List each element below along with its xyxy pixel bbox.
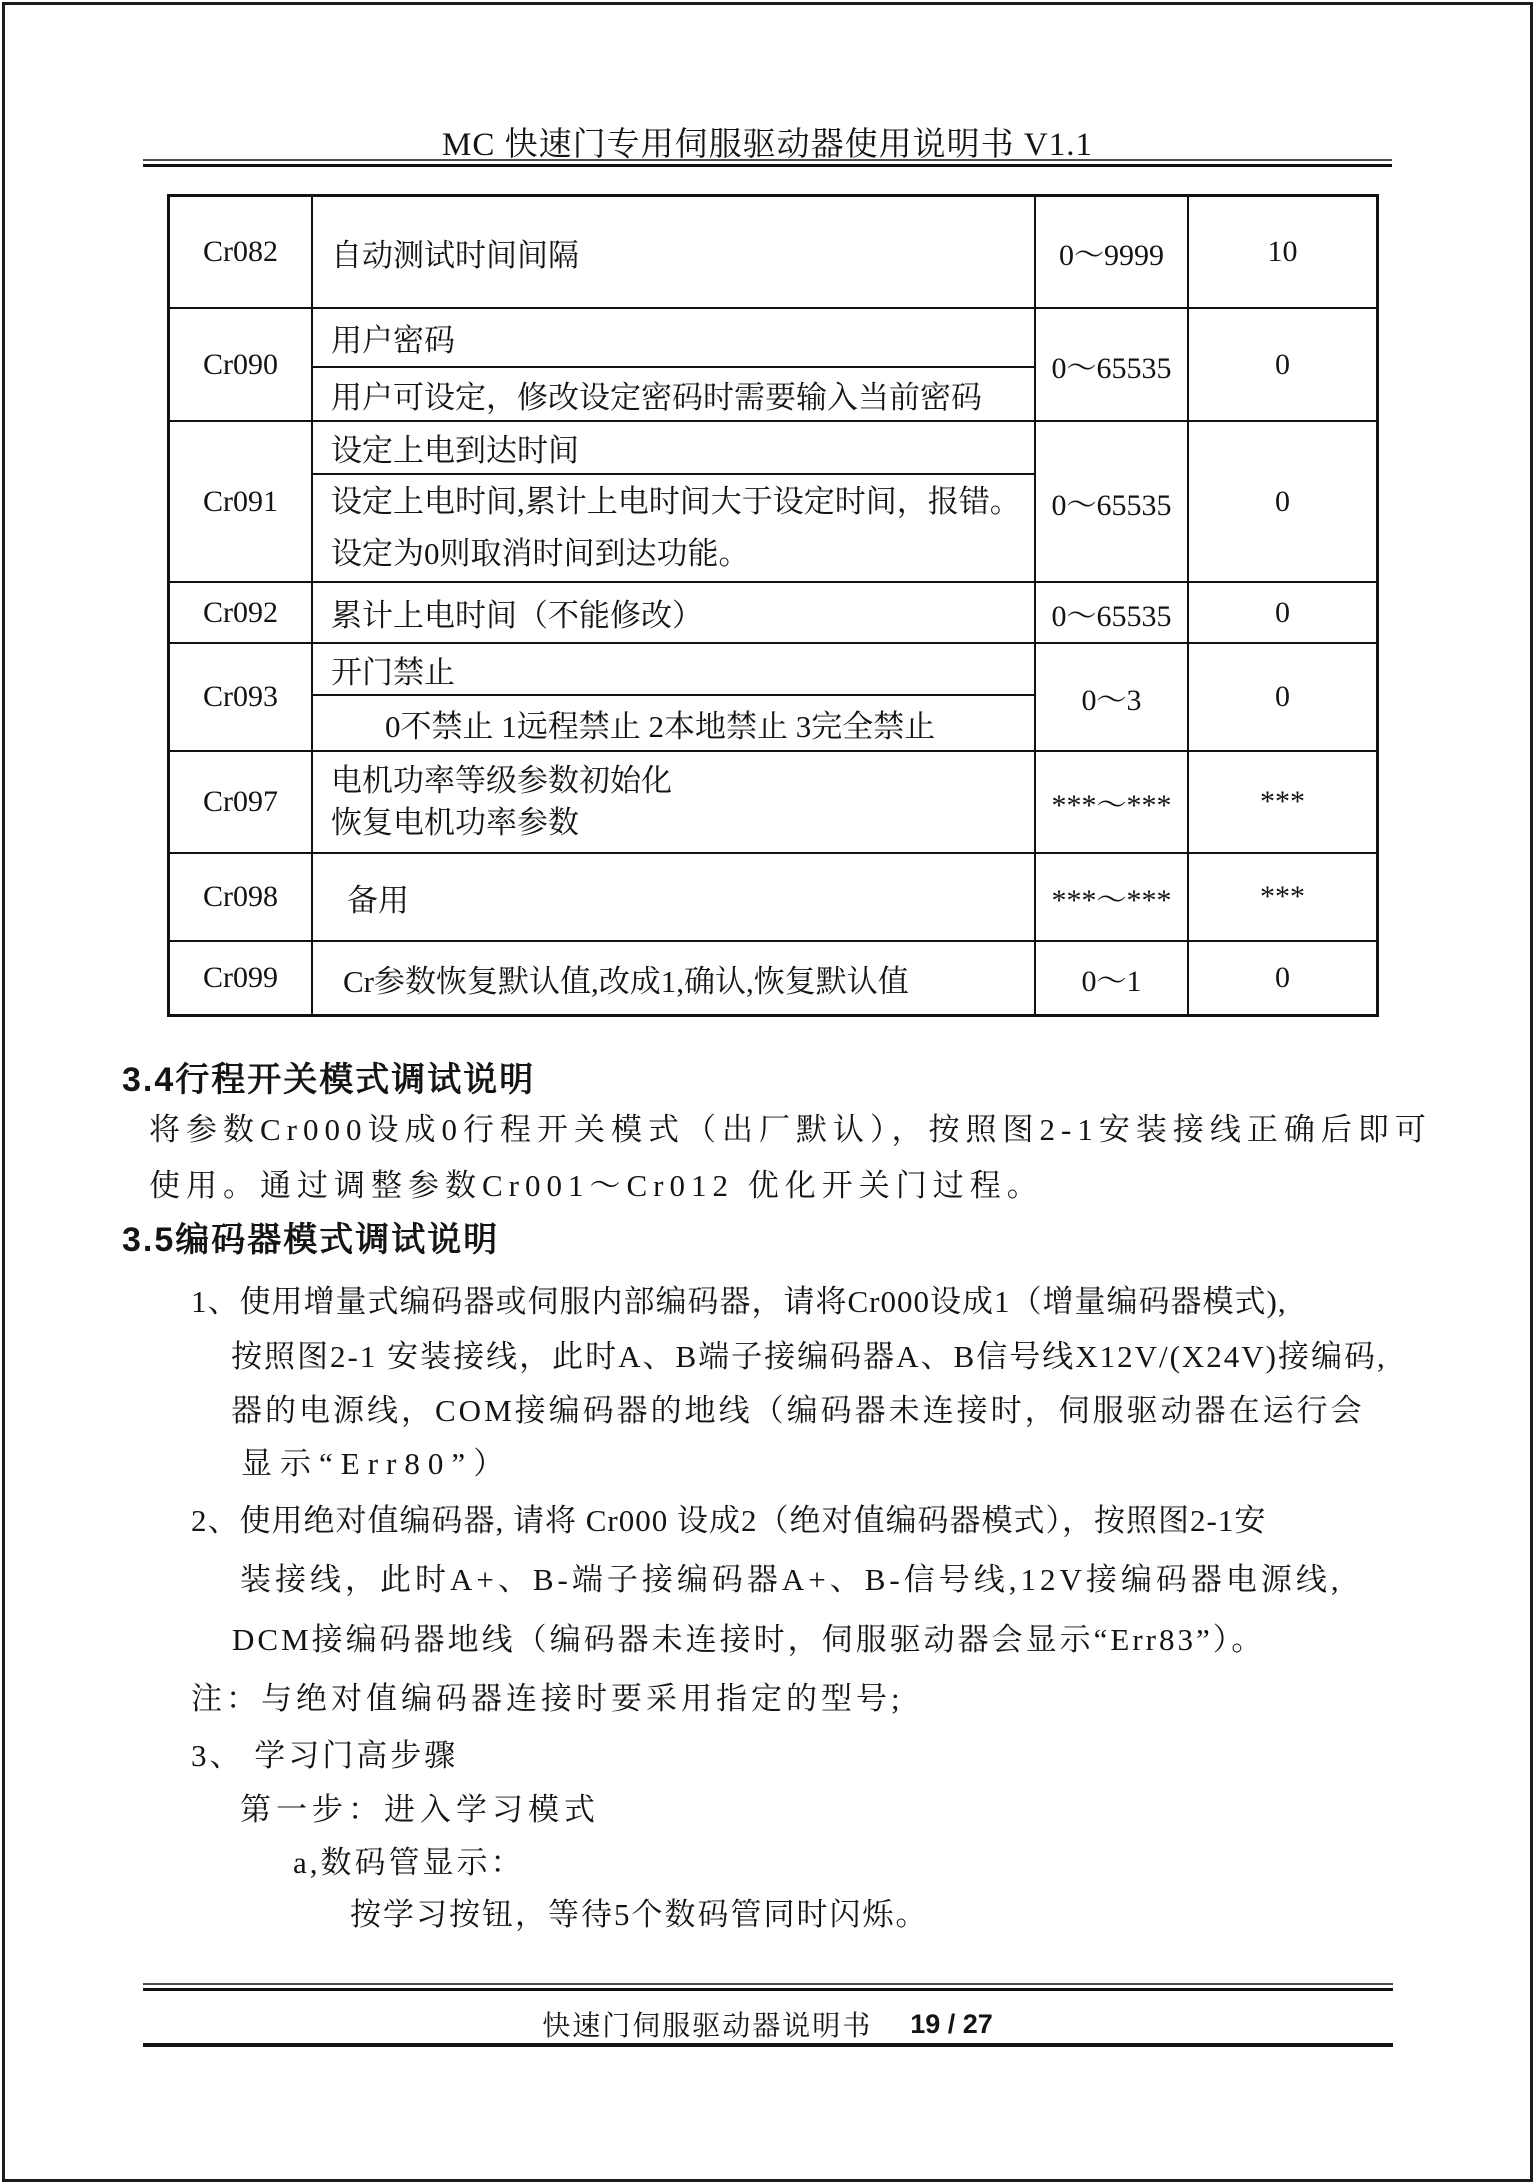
description-name: 开门禁止	[313, 644, 1034, 696]
table-row	[170, 197, 1376, 307]
footer-top-rule	[143, 1983, 1393, 1991]
paragraph-line: 将参数Cr000设成0行程开关模式（出厂默认），按照图2-1安装接线正确后即可	[149, 1112, 1432, 1147]
param-code: Cr092	[203, 595, 278, 629]
description-name: 用户密码	[313, 309, 1034, 368]
list-item-line: 1、使用增量式编码器或伺服内部编码器，请将Cr000设成1（增量编码器模式),	[191, 1284, 1287, 1319]
param-description	[311, 422, 1034, 581]
param-range: ***～***	[1034, 854, 1187, 940]
table-row	[170, 750, 1376, 852]
param-range: 0～65535	[1034, 583, 1187, 642]
footer-bottom-rule	[143, 2043, 1393, 2047]
param-default: ***	[1187, 752, 1376, 852]
param-default: 0	[1187, 422, 1376, 581]
param-default: 0	[1187, 942, 1376, 1014]
table-row	[170, 940, 1376, 1014]
param-code: Cr082	[203, 235, 278, 268]
param-code: Cr091	[203, 484, 278, 518]
param-description	[311, 309, 1034, 420]
list-item-line: 3、 学习门高步骤	[191, 1738, 459, 1773]
footer-doc-title: 快速门伺服驱动器说明书	[542, 2011, 873, 2042]
table-row	[170, 852, 1376, 940]
param-description: Cr参数恢复默认值,改成1,确认,恢复默认值	[311, 942, 1034, 1014]
description-options: 0不禁止 1远程禁止 2本地禁止 3完全禁止	[385, 708, 936, 744]
param-default: ***	[1187, 854, 1376, 940]
table-row	[170, 642, 1376, 750]
note-line: 注：与绝对值编码器连接时要采用指定的型号;	[191, 1681, 904, 1716]
param-code: Cr093	[203, 680, 278, 713]
list-item-line: 第一步：进入学习模式	[240, 1792, 600, 1827]
paragraph-line: 使用。通过调整参数Cr001～Cr012 优化开关门过程。	[149, 1168, 1044, 1203]
param-description: 累计上电时间（不能修改）	[311, 583, 1034, 642]
param-range: 0～1	[1034, 942, 1187, 1014]
param-range: 0～3	[1034, 644, 1187, 750]
page-title: MC 快速门专用伺服驱动器使用说明书 V1.1	[442, 127, 1093, 163]
header-rule	[143, 159, 1392, 167]
table-row	[170, 581, 1376, 642]
param-code: Cr098	[203, 880, 278, 913]
param-code: Cr099	[203, 961, 278, 994]
list-item-line: 2、使用绝对值编码器, 请将 Cr000 设成2（绝对值编码器模式），按照图2-1安	[191, 1503, 1267, 1538]
description-name: 设定上电到达时间	[313, 422, 1034, 475]
list-item-line: a,数码管显示：	[293, 1845, 525, 1880]
param-default: 0	[1187, 309, 1376, 420]
parameter-table	[167, 194, 1379, 1017]
list-item-line: 按学习按钮，等待5个数码管同时闪烁。	[350, 1897, 929, 1932]
param-description: 备用	[311, 854, 1034, 940]
list-item-line: 器的电源线，COM接编码器的地线（编码器未连接时，伺服驱动器在运行会	[231, 1393, 1365, 1428]
description-detail: 设定上电时间,累计上电时间大于设定时间，报错。 设定为0则取消时间到达功能。	[331, 484, 1021, 571]
param-description	[311, 644, 1034, 750]
list-item-line: DCM接编码器地线（编码器未连接时，伺服驱动器会显示“Err83”）。	[232, 1622, 1266, 1657]
param-default: 10	[1187, 197, 1376, 307]
param-code: Cr090	[203, 347, 278, 381]
param-code: Cr097	[203, 785, 278, 818]
param-range: 0～65535	[1034, 422, 1187, 581]
param-range: 0～65535	[1034, 309, 1187, 420]
param-default: 0	[1187, 583, 1376, 642]
section-heading-3-5: 3.5编码器模式调试说明	[122, 1221, 500, 1259]
table-row	[170, 420, 1376, 581]
param-default: 0	[1187, 644, 1376, 750]
table-row	[170, 307, 1376, 420]
list-item-line: 装接线，此时A+、B-端子接编码器A+、B-信号线,12V接编码器电源线,	[240, 1562, 1343, 1597]
param-range: 0～9999	[1034, 197, 1187, 307]
param-description: 自动测试时间间隔	[311, 197, 1034, 307]
footer-page-number: 19 / 27	[910, 2008, 993, 2039]
footer	[0, 2004, 1535, 2044]
param-range: ***～***	[1034, 752, 1187, 852]
list-item-line: 按照图2-1 安装接线，此时A、B端子接编码器A、B信号线X12V/(X24V)接编码,	[231, 1339, 1387, 1374]
description-detail: 用户可设定，修改设定密码时需要输入当前密码	[331, 379, 982, 415]
section-heading-3-4: 3.4行程开关模式调试说明	[122, 1061, 536, 1099]
param-description: 电机功率等级参数初始化 恢复电机功率参数	[311, 752, 1034, 852]
list-item-line: 显示“Err80”）	[241, 1446, 513, 1481]
